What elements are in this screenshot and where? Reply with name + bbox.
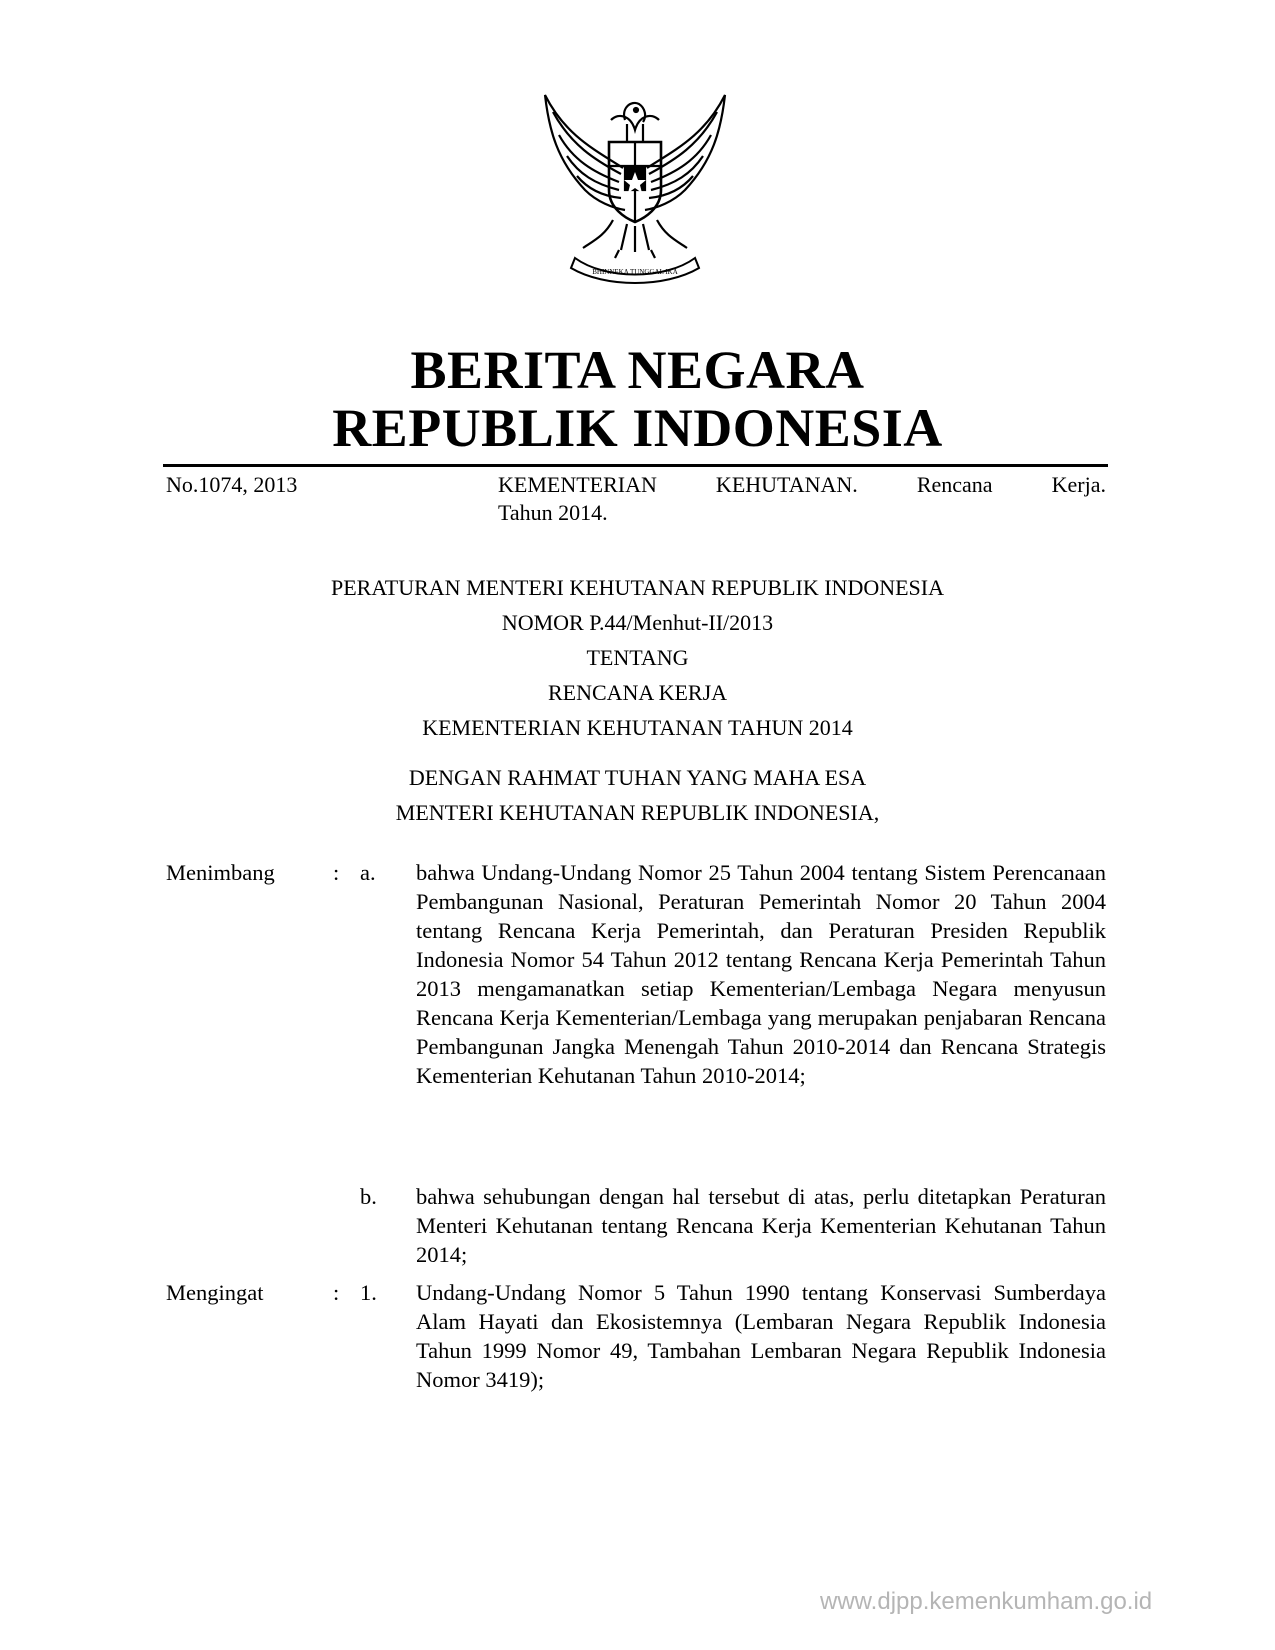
mengingat-item-marker: 1. — [360, 1280, 377, 1305]
opening-line-2: MENTERI KEHUTANAN REPUBLIK INDONESIA, — [395, 800, 880, 825]
masthead-title-line1: BERITA NEGARA — [410, 340, 865, 400]
regulation-subject: RENCANA KERJA — [547, 680, 728, 705]
menimbang-item-text: bahwa sehubungan dengan hal tersebut di atas, perlu ditetapkan Peraturan Menteri Kehutanan tentang Rencana Kerja Kementerian Kehutanan Tahun 2014; — [416, 1184, 1106, 1267]
mengingat-label: Mengingat — [166, 1280, 264, 1305]
mengingat-item-text: Undang-Undang Nomor 5 Tahun 1990 tentang Konservasi Sumberdaya Alam Hayati dan Ekosistemnya (Lembaran Negara Republik Indonesia Tahun 1999 Nomor 49, Tambahan Lembaran Negara Republik Indonesia Nomor 3419); — [416, 1280, 1106, 1392]
regulation-title: PERATURAN MENTERI KEHUTANAN REPUBLIK INDONESIA — [331, 575, 944, 600]
regulation-number: NOMOR P.44/Menhut-II/2013 — [501, 610, 774, 635]
opening-clause — [0, 760, 1275, 830]
source-watermark: www.djpp.kemenkumham.go.id — [820, 1588, 1153, 1615]
menimbang-item-marker: a. — [360, 860, 376, 885]
gazette-description-line1: KEMENTERIAN KEHUTANAN. Rencana Kerja. — [498, 472, 1106, 497]
menimbang-item-text: bahwa Undang-Undang Nomor 25 Tahun 2004 tentang Sistem Perencanaan Pembangunan Nasional, Peraturan Pemerintah Nomor 20 Tahun 2004 tentang Rencana Kerja Pemerintah, dan Peraturan Presiden Republik Indonesia Nomor 54 Tahun 2012 tentang Rencana Kerja Pemerintah Tahun 2013 mengamanatkan setiap Kementerian/Lembaga Negara menyusun Rencana Kerja Kementerian/Lembaga yang merupakan penjabaran Rencana Pembangunan Jangka Menengah Tahun 2010-2014 dan Rencana Strategis Kementerian Kehutanan Tahun 2010-2014; — [416, 860, 1106, 1088]
regulation-tentang: TENTANG — [586, 645, 689, 670]
opening-line-1: DENGAN RAHMAT TUHAN YANG MAHA ESA — [408, 765, 867, 790]
menimbang-colon: : — [333, 860, 340, 885]
menimbang-item-marker: b. — [360, 1184, 377, 1209]
garuda-emblem-icon — [535, 90, 735, 285]
menimbang-label: Menimbang — [166, 860, 275, 885]
regulation-heading — [0, 570, 1275, 745]
masthead-divider — [163, 464, 1108, 467]
gazette-description-line2: Tahun 2014. — [498, 500, 608, 525]
mengingat-colon: : — [333, 1280, 340, 1305]
gazette-number: No.1074, 2013 — [166, 472, 298, 497]
emblem-motto: BHINNEKA TUNGGAL IKA — [592, 268, 678, 276]
regulation-subject-detail: KEMENTERIAN KEHUTANAN TAHUN 2014 — [422, 715, 853, 740]
masthead-title-line2: REPUBLIK INDONESIA — [332, 398, 943, 458]
gazette-description — [498, 471, 1106, 527]
